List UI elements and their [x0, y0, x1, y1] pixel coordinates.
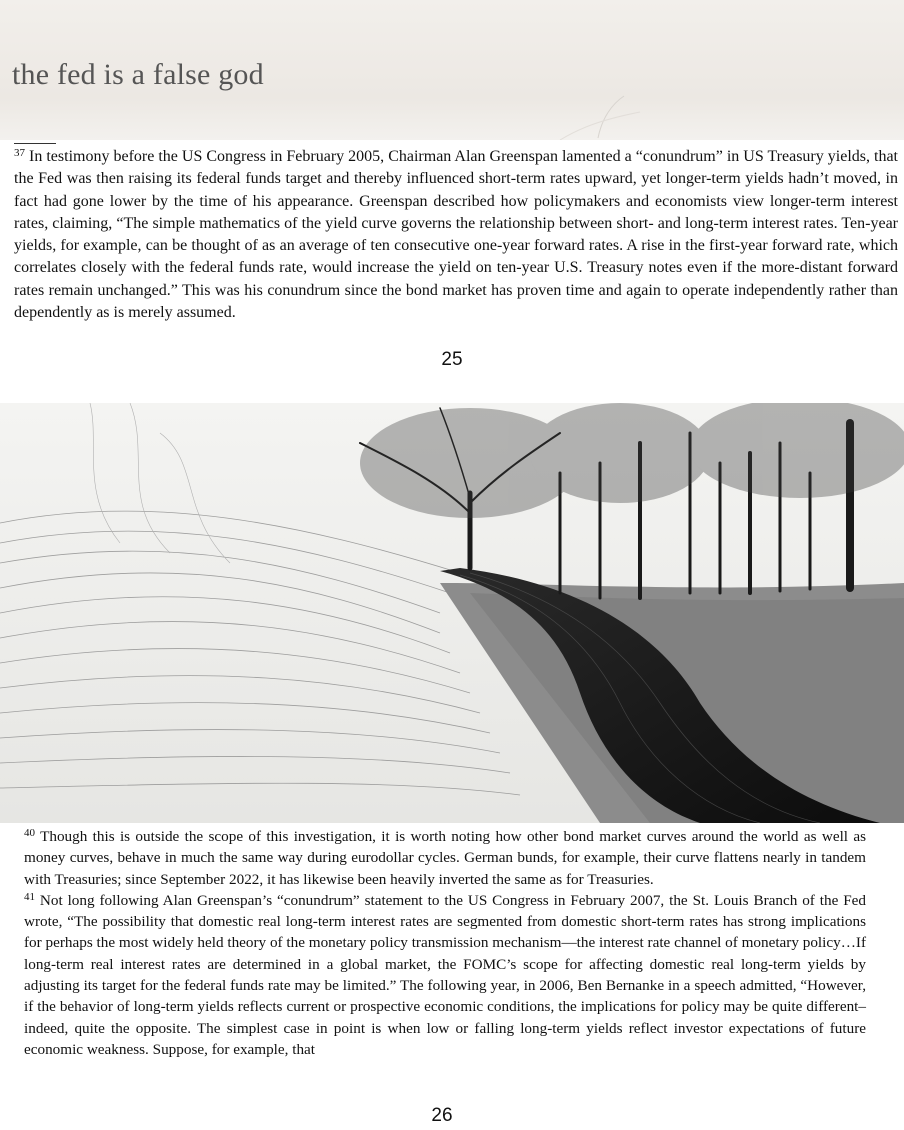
footnotes-block: [24, 826, 866, 1060]
document-title: the fed is a false god: [12, 58, 264, 91]
page-number: 26: [431, 1105, 453, 1126]
footnote-text: Not long following Alan Greenspan’s “conundrum” statement to the US Congress in February 2007, the St. Louis Branch of the Fed wrote, “The possibility that domestic real long-term interest rates are segmented from domestic short-term rates has strong implications for perhaps the most widely held theory of the monetary policy transmission mechanism—the interest rate channel of monetary policy…If long-term real interest rates are determined in a global market, the FOMC’s scope for affecting domestic real long-term yields by adjusting its target for the federal funds rate may be limited.” The following year, in 2006, Ben Bernanke in a speech admitted, “However, if the behavior of long-term yields reflects current or prospective economic conditions, the implications for policy may be quite different–indeed, quite the opposite. The simplest case in point is when low or falling long-term yields reflect investor expectations of future economic weakness. Suppose, for example, that: [24, 891, 866, 1058]
footnote-separator: [14, 143, 56, 144]
footnote-text: In testimony before the US Congress in February 2005, Chairman Alan Greenspan lamented a “conundrum” in US Treasury yields, that the Fed was then raising its federal funds target and thereby influenced short-term rates upward, yet longer-term yields hadn’t moved, in fact had gone lower by the time of his appearance. Greenspan described how policymakers and economists view longer-term interest rates, claiming, “The simple mathematics of the yield curve governs the relationship between short- and long-term interest rates. Ten-year yields, for example, can be thought of as an average of ten consecutive one-year forward rates. A rise in the first-year forward rate, which correlates closely with the federal funds rate, would increase the yield on ten-year U.S. Treasury notes even if the more-distant forward rates remain unchanged.” This was his conundrum since the bond market has proven time and again to operate independently rather than dependently as is merely assumed.: [14, 148, 899, 322]
footnote-37: [14, 146, 898, 324]
monochrome-landscape-illustration-icon: [0, 403, 904, 823]
page-header-band: [0, 0, 904, 140]
page-number: 25: [441, 349, 463, 370]
footnote-marker: 37: [14, 147, 25, 159]
footnote-text: Though this is outside the scope of this investigation, it is worth noting how other bond market curves around the world as well as money curves, behave in much the same way during eurodollar cycles. German bunds, for example, their curve flattens nearly in tandem with Treasuries; since September 2022, it has likewise been heavily inverted the same as for Treasuries.: [24, 828, 866, 888]
footnote-41: [24, 890, 866, 1060]
footnote-marker: 41: [24, 890, 35, 903]
footnote-40: [24, 826, 866, 890]
footnote-marker: 40: [24, 827, 35, 839]
